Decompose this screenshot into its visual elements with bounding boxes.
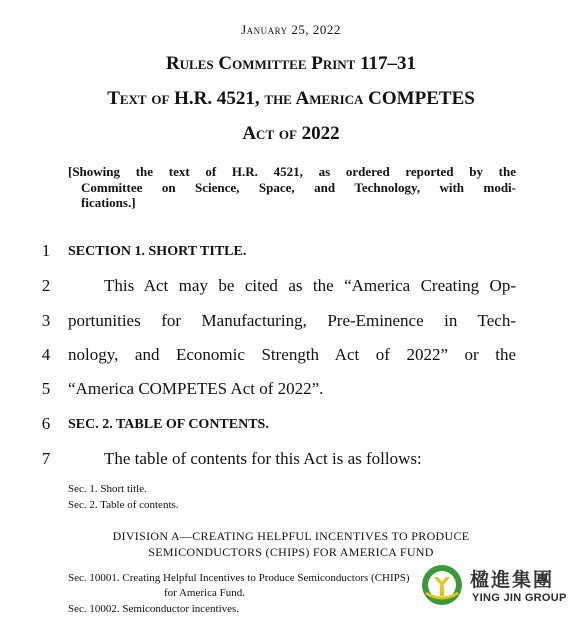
toc-item-continued: for America Fund.	[164, 587, 245, 599]
division-a-title-line-1: DIVISION A—CREATING HELPFUL INCENTIVES TO PRODUCE	[112, 529, 470, 543]
yingjin-logo-icon	[420, 563, 464, 607]
document-date: January 25, 2022	[241, 22, 341, 37]
section-2-heading: SEC. 2. TABLE OF CONTENTS.	[68, 417, 269, 432]
line-number: 7	[41, 449, 51, 468]
watermark-name-en: YING JIN GROUP	[472, 592, 567, 604]
watermark-name-cn: 楹進集團	[470, 569, 555, 591]
body-line: “America COMPETES Act of 2022”.	[68, 379, 324, 398]
toc-item: Sec. 10001. Creating Helpful Incentives to Produce Semiconductors (CHIPS)	[68, 572, 410, 584]
body-line: portunities for Manufacturing, Pre-Eminence in Tech-	[68, 311, 516, 330]
body-line: This Act may be cited as the “America Creating Op-	[104, 276, 516, 295]
document-title-line-3: Act of 2022	[242, 123, 340, 144]
body-line: The table of contents for this Act is as follows:	[104, 449, 422, 468]
line-number: 1	[41, 241, 51, 260]
line-number: 5	[41, 379, 51, 398]
toc-item: Sec. 1. Short title.	[68, 483, 147, 495]
toc-item: Sec. 2. Table of contents.	[68, 499, 179, 511]
document-title-line-2: Text of H.R. 4521, the America COMPETES	[107, 88, 475, 109]
document-title-line-1: Rules Committee Print 117–31	[165, 53, 417, 74]
section-1-heading: SECTION 1. SHORT TITLE.	[68, 244, 247, 259]
yingjin-watermark	[420, 563, 580, 611]
note-line-3: fications.]	[81, 195, 136, 210]
line-number: 6	[41, 414, 51, 433]
line-number: 3	[41, 311, 51, 330]
line-number: 4	[41, 345, 51, 364]
note-line-2: Committee on Science, Space, and Technology, with modi-	[81, 179, 516, 195]
document-note	[68, 164, 516, 211]
division-a-title-line-2: SEMICONDUCTORS (CHIPS) FOR AMERICA FUND	[148, 545, 434, 559]
toc-item: Sec. 10002. Semiconductor incentives.	[68, 603, 240, 615]
line-number: 2	[41, 276, 51, 295]
body-line: nology, and Economic Strength Act of 2022” or the	[68, 345, 516, 364]
note-line-1: [Showing the text of H.R. 4521, as ordered reported by the	[68, 164, 516, 179]
